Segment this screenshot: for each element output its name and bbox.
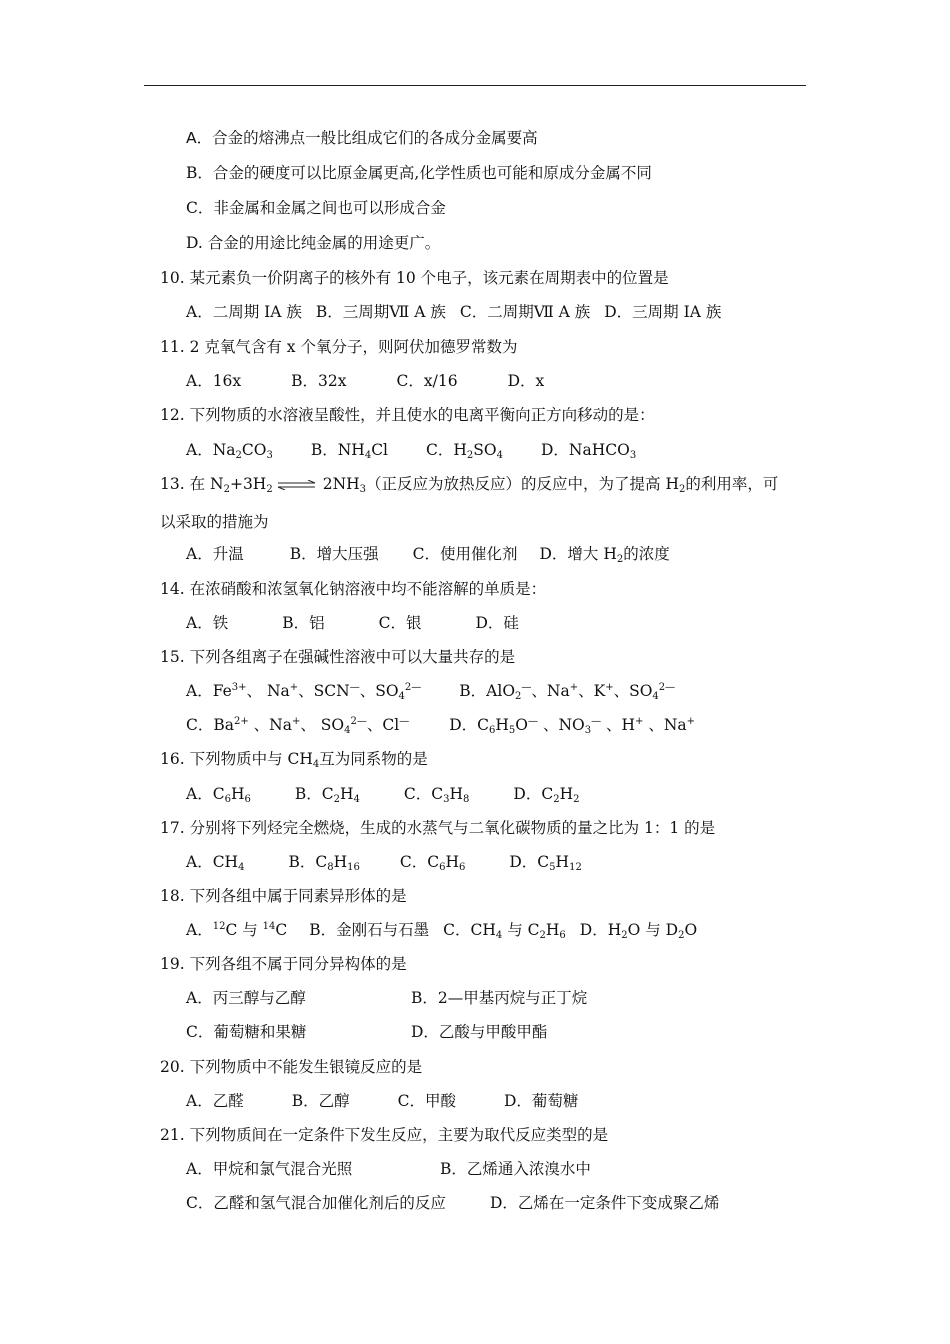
q17-stem: 17. 分别将下列烃完全燃烧，生成的水蒸气与二氧化碳物质的量之比为 1：1 的是 [160,819,716,837]
q9-option-b: B．合金的硬度可以比原金属更高,化学性质也可能和原成分金属不同 [186,164,652,182]
q16-option-c: C．$C_3H_8$ [403,785,470,805]
q12-options [186,440,636,460]
q19-option-c: C．葡萄糖和果糖 [186,1023,307,1041]
q20-option-d: D．葡萄糖 [503,1092,579,1110]
q20-options [186,1091,578,1111]
q15-stem: 15. 下列各组离子在强碱性溶液中可以大量共存的是 [160,648,516,666]
q17-option-c: C．$C_6H_6$ [399,853,466,873]
q12-option-c: C．$H_2SO_4$ [426,441,503,461]
q15-option-c: C．$Ba^{2+}$ 、Na+、 $SO_4^{2—}$、Cl— [186,716,410,736]
q11-option-a: A．16x [186,372,242,390]
header-rule [144,85,806,86]
q15-options-ab [186,681,675,701]
q11-option-b: B．32x [291,372,347,390]
q13-option-c: C．使用催化剂 [412,545,518,563]
q16-option-b: B．$C_2H_4$ [294,785,360,805]
q17-options [186,852,582,872]
q21-option-a: A．甲烷和氯气混合光照 [186,1160,353,1178]
q17-option-a: A．$CH_4$ [186,853,245,873]
q14-option-c: C．银 [378,614,422,632]
q13-stem-line2: 以采取的措施为 [160,513,269,531]
q15-option-a: A．$Fe^{3+}$、 Na+、SCN—、$SO_4^{2—}$ [186,682,422,702]
q11-option-d: D．x [507,372,545,390]
q18-stem: 18. 下列各组中属于同素异形体的是 [160,887,407,905]
q13-stem-line1: 13. 在 $N_2+3H_2$ $2NH_3$（正反应为放热反应）的反应中，为了提高 $H_2$的利用率，可 [160,475,779,495]
q18-option-d: D．$H_2O$ 与 $D_2O$ [579,921,698,941]
q16-options [186,784,579,804]
q19-option-d: D．乙酸与甲酸甲酯 [411,1023,548,1041]
q9-option-d: D. 合金的用途比纯金属的用途更广。 [186,234,441,252]
q11-options [186,371,544,391]
q21-stem: 21. 下列物质间在一定条件下发生反应，主要为取代反应类型的是 [160,1126,609,1144]
q12-option-a: A．$Na_2CO_3$ [186,441,273,461]
q19-stem: 19. 下列各组不属于同分异构体的是 [160,955,407,973]
q12-option-b: B．$NH_4Cl$ [310,441,389,461]
q18-options [186,920,697,940]
q10-option-a: A．二周期 IA 族 [186,303,302,321]
q20-option-a: A．乙醛 [186,1092,244,1110]
q15-option-d: D．$C_6H_5O^—$ 、$NO_3^—$ 、H+ 、Na+ [449,716,696,736]
q16-option-d: D．$C_2H_2$ [513,785,580,805]
q12-stem: 12. 下列物质的水溶液呈酸性，并且使水的电离平衡向正方向移动的是： [160,406,655,424]
q20-option-c: C．甲酸 [397,1092,456,1110]
q17-option-d: D．$C_5H_{12}$ [509,853,582,873]
q21-option-d: D．乙烯在一定条件下变成聚乙烯 [490,1194,720,1212]
q11-option-c: C．x/16 [396,372,458,390]
q18-option-a: A．$^{12}$C 与 $^{14}$C [186,921,288,939]
q14-options [186,613,519,633]
q18-option-c: C．$CH_4$ 与 $C_2H_6$ [443,921,566,941]
q20-stem: 20. 下列物质中不能发生银镜反应的是 [160,1058,423,1076]
q14-option-d: D．硅 [475,614,519,632]
q11-stem: 11. 2 克氧气含有 x 个氧分子，则阿伏加德罗常数为 [160,338,518,356]
q19-option-a: A．丙三醇与乙醇 [186,989,306,1007]
q12-option-d: D．NaHCO$_3$ [540,441,637,461]
q9-option-a: A．合金的熔沸点一般比组成它们的各成分金属要高 [186,129,538,147]
q20-option-b: B．乙醇 [291,1092,350,1110]
q10-option-b: B．三周期Ⅶ A 族 [315,303,446,321]
q9-option-c: C．非金属和金属之间也可以形成合金 [186,199,446,217]
q14-option-a: A．铁 [186,614,229,632]
q14-stem: 14. 在浓硝酸和浓氢氧化钠溶液中均不能溶解的单质是： [160,580,547,598]
q21-option-b: B．乙烯通入浓溴水中 [440,1160,591,1178]
q10-option-c: C．二周期Ⅶ A 族 [459,303,591,321]
q10-stem: 10. 某元素负一价阴离子的核外有 10 个电子，该元素在周期表中的位置是 [160,269,669,287]
q15-option-b: B．AlO$_2$—、Na+、K+、$SO_4^{2—}$ [459,682,676,702]
q18-option-b: B．金刚石与石墨 [309,921,430,939]
q14-option-b: B．铝 [282,614,325,632]
q17-option-b: B．$C_8H_{16}$ [288,853,360,873]
q16-stem: 16. 下列物质中与 $CH_4$互为同系物的是 [160,750,428,770]
q15-options-cd [186,715,695,735]
q19-option-b: B．2—甲基丙烷与正丁烷 [411,989,588,1007]
q10-options [186,302,721,322]
equilibrium-arrow-icon [277,480,317,490]
q13-options [186,544,670,564]
q13-option-a: A．升温 [186,545,244,563]
q10-option-d: D．三周期 IA 族 [604,303,722,321]
q13-option-b: B．增大压强 [289,545,379,563]
q16-option-a: A．$C_6H_6$ [186,785,251,805]
q21-option-c: C．乙醛和氢气混合加催化剂后的反应 [186,1194,446,1212]
q13-option-d: D．增大 $H_2$的浓度 [539,545,670,565]
